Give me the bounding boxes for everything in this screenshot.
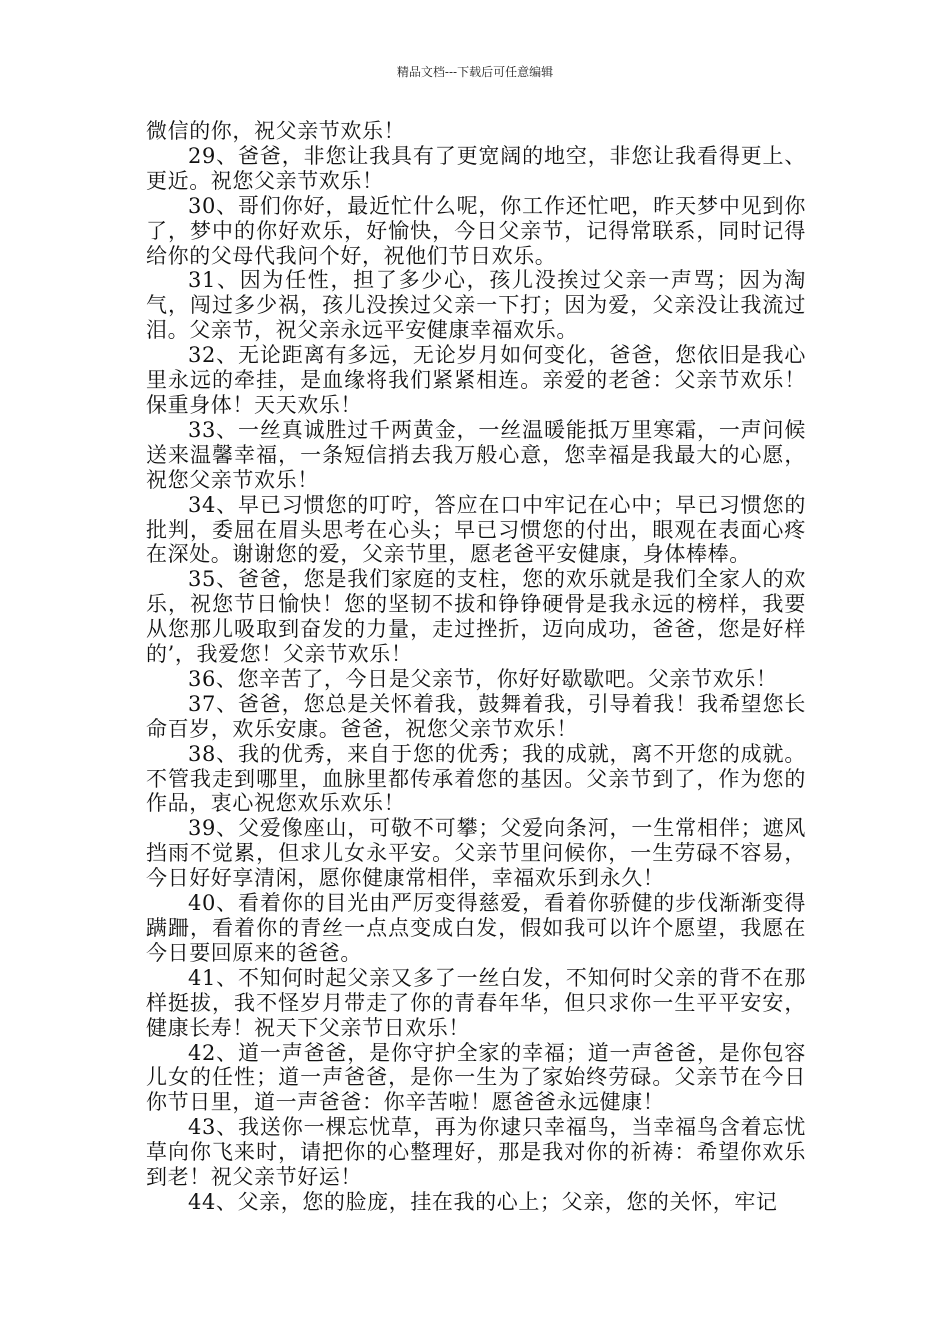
paragraph: 33、一丝真诚胜过千两黄金，一丝温暖能抵万里寒霜，一声问候送来温馨幸福，一条短信捎去我万般心意，您幸福是我最大的心愿，祝您父亲节欢乐！ [146, 417, 806, 492]
paragraph: 30、哥们你好，最近忙什么呢，你工作还忙吧，昨天梦中见到你了，梦中的你好欢乐，好愉快，今日父亲节，记得常联系，同时记得给你的父母代我问个好，祝他们节日欢乐。 [146, 193, 806, 268]
document-body [146, 119, 806, 1215]
paragraph: 35、爸爸，您是我们家庭的支柱，您的欢乐就是我们全家人的欢乐，祝您节日愉快！您的坚韧不拔和铮铮硬骨是我永远的榜样，我要从您那儿吸取到奋发的力量，走过挫折，迈向成功，爸爸，您是好样的’，我爱您！父亲节欢乐！ [146, 567, 806, 667]
paragraph: 39、父爱像座山，可敬不可攀；父爱向条河，一生常相伴；遮风挡雨不觉累，但求儿女永平安。父亲节里问候你，一生劳碌不容易，今日好好享清闲，愿你健康常相伴，幸福欢乐到永久！ [146, 816, 806, 891]
paragraph: 34、早已习惯您的叮咛，答应在口中牢记在心中；早已习惯您的批判，委屈在眉头思考在心头；早已习惯您的付出，眼观在表面心疼在深处。谢谢您的爱，父亲节里，愿老爸平安健康，身体棒棒。 [146, 492, 806, 567]
paragraph: 37、爸爸，您总是关怀着我，鼓舞着我，引导着我！我希望您长命百岁，欢乐安康。爸爸，祝您父亲节欢乐！ [146, 691, 806, 741]
paragraph: 32、无论距离有多远，无论岁月如何变化，爸爸，您依旧是我心里永远的牵挂，是血缘将我们紧紧相连。亲爱的老爸：父亲节欢乐！保重身体！天天欢乐！ [146, 343, 806, 417]
page-header: 精品文档---下载后可任意编辑 [396, 65, 554, 79]
paragraph: 36、您辛苦了，今日是父亲节，你好好歇歇吧。父亲节欢乐！ [188, 666, 778, 691]
paragraph: 40、看着你的目光由严厉变得慈爱，看着你骄健的步伐渐渐变得蹒跚，看着你的青丝一点点变成白发，假如我可以许个愿望，我愿在今日要回原来的爸爸。 [146, 891, 806, 965]
paragraph: 31、因为任性，担了多少心，孩儿没挨过父亲一声骂；因为淘气，闯过多少祸，孩儿没挨过父亲一下打；因为爱，父亲没让我流过泪。父亲节，祝父亲永远平安健康幸福欢乐。 [146, 268, 806, 343]
paragraph: 44、父亲，您的脸庞，挂在我的心上；父亲，您的关怀，牢记 [188, 1189, 778, 1214]
paragraph: 43、我送你一棵忘忧草，再为你逮只幸福鸟，当幸福鸟含着忘忧草向你飞来时，请把你的心整理好，那是我对你的祈祷：希望你欢乐到老！祝父亲节好运！ [146, 1115, 806, 1190]
paragraph: 38、我的优秀，来自于您的优秀；我的成就，离不开您的成就。不管我走到哪里，血脉里都传承着您的基因。父亲节到了，作为您的作品，衷心祝您欢乐欢乐！ [146, 741, 806, 816]
paragraph: 42、道一声爸爸，是你守护全家的幸福；道一声爸爸，是你包容儿女的任性；道一声爸爸，是你一生为了家始终劳碌。父亲节在今日你节日里，道一声爸爸：你辛苦啦！愿爸爸永远健康！ [146, 1040, 806, 1115]
paragraph: 29、爸爸，非您让我具有了更宽阔的地空，非您让我看得更上、更近。祝您父亲节欢乐！ [146, 143, 806, 193]
paragraph: 41、不知何时起父亲又多了一丝白发，不知何时父亲的背不在那样挺拔，我不怪岁月带走了你的青春年华，但只求你一生平平安安，健康长寿！祝天下父亲节日欢乐！ [146, 965, 806, 1040]
paragraph: 微信的你，祝父亲节欢乐！ [146, 119, 406, 143]
